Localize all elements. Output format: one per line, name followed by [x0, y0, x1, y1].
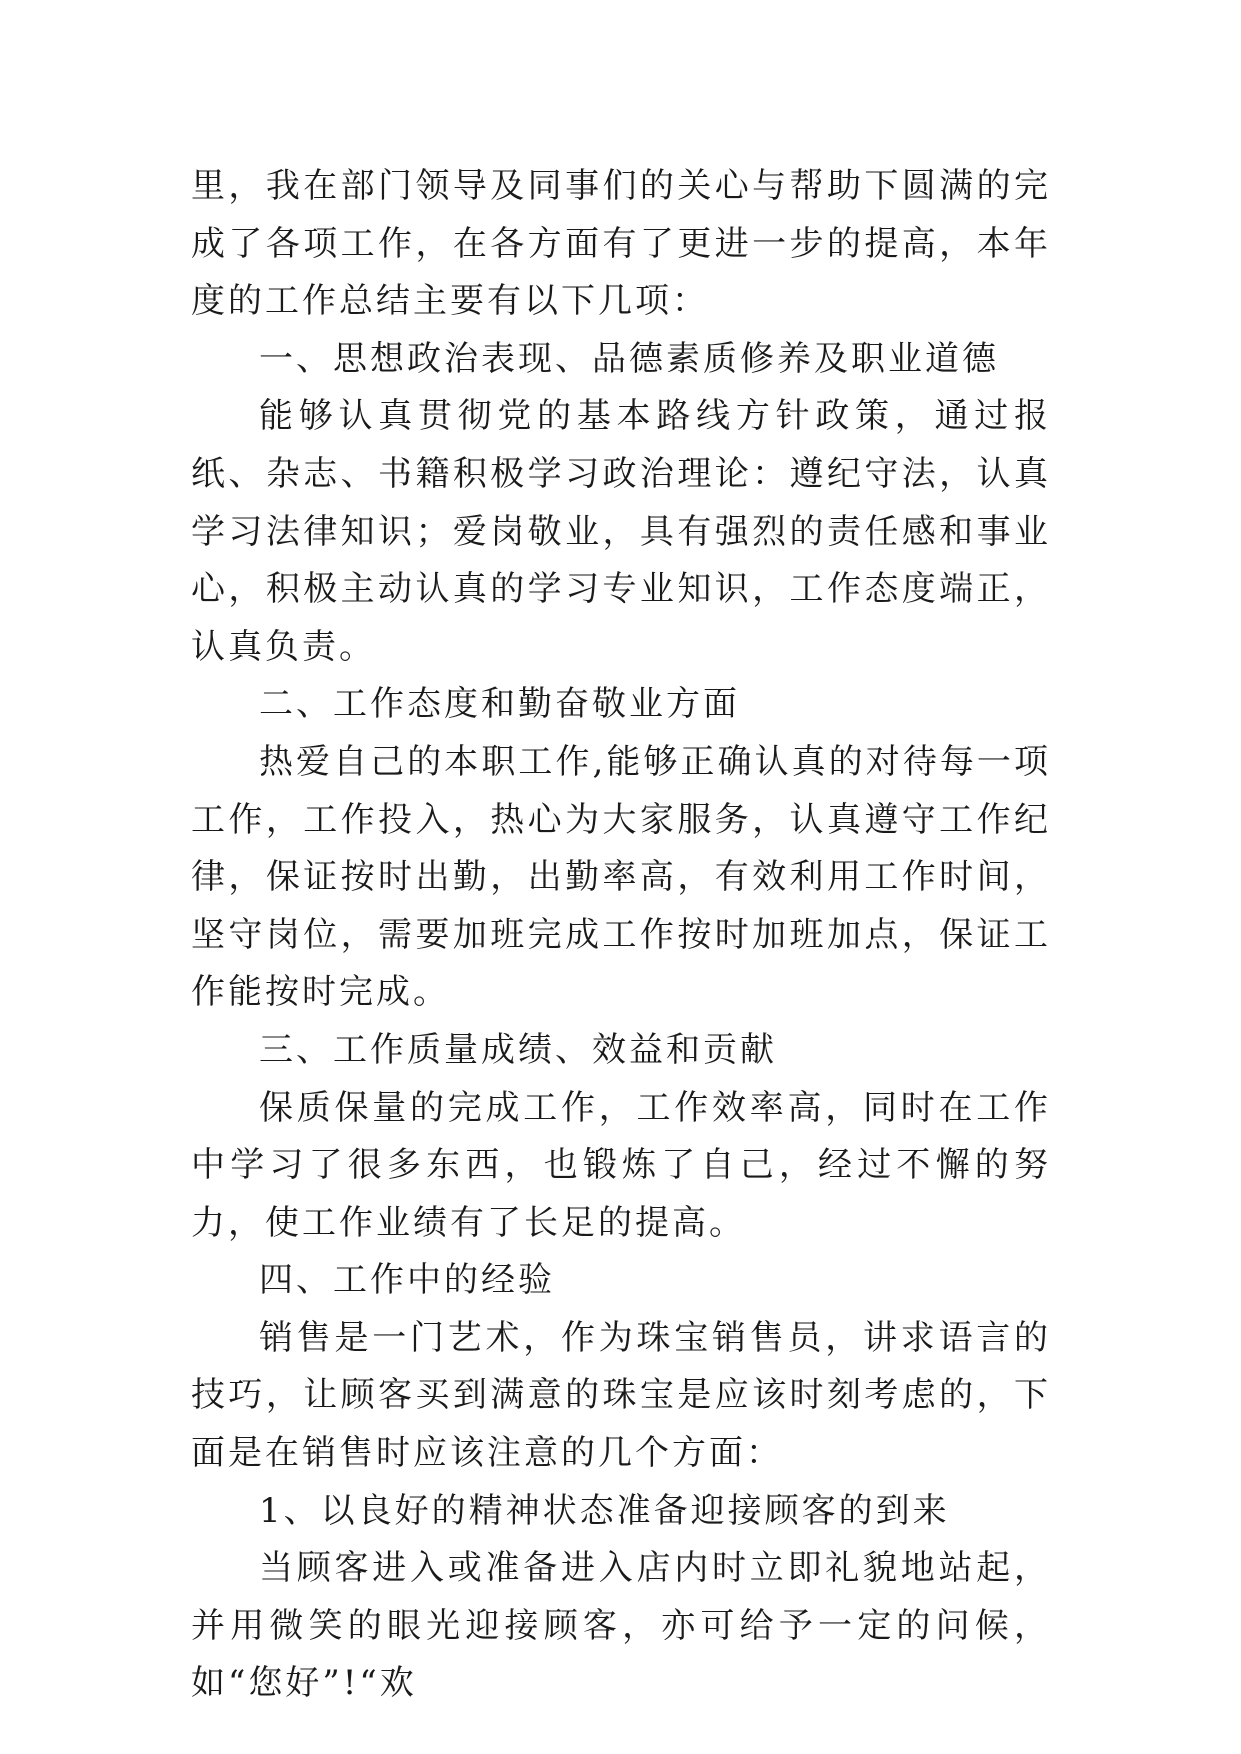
paragraph-greeting-customers: 当顾客进入或准备进入店内时立即礼貌地站起，并用微笑的眼光迎接顾客，亦可给予一定的问候，如“您好”!“欢 — [191, 1548, 1051, 1704]
section-heading-4: 四、工作中的经验 — [259, 1260, 555, 1301]
document-body — [191, 158, 1051, 1713]
paragraph-work-quality: 保质保量的完成工作，工作效率高，同时在工作中学习了很多东西，也锻炼了自己，经过不懈的努力，使工作业绩有了长足的提高。 — [191, 1087, 1051, 1243]
section-heading-1: 一、思想政治表现、品德素质修养及职业道德 — [259, 338, 999, 379]
paragraph-work-attitude: 热爱自己的本职工作,能够正确认真的对待每一项工作，工作投入，热心为大家服务，认真遵守工作纪律，保证按时出勤，出勤率高，有效利用工作时间，坚守岗位，需要加班完成工作按时加班加点，保证工作能按时完成。 — [191, 741, 1051, 1013]
paragraph-intro-continuation: 里，我在部门领导及同事们的关心与帮助下圆满的完成了各项工作，在各方面有了更进一步的提高，本年度的工作总结主要有以下几项： — [191, 166, 1051, 322]
section-heading-2: 二、工作态度和勤奋敬业方面 — [259, 684, 740, 725]
subsection-heading-1: 1、以良好的精神状态准备迎接顾客的到来 — [259, 1490, 950, 1531]
paragraph-political-performance: 能够认真贯彻党的基本路线方针政策，通过报纸、杂志、书籍积极学习政治理论：遵纪守法，认真学习法律知识；爱岗敬业，具有强烈的责任感和事业心，积极主动认真的学习专业知识，工作态度端正，认真负责。 — [191, 396, 1051, 667]
paragraph-sales-experience: 销售是一门艺术，作为珠宝销售员，讲求语言的技巧，让顾客买到满意的珠宝是应该时刻考虑的，下面是在销售时应该注意的几个方面： — [191, 1317, 1051, 1474]
section-heading-3: 三、工作质量成绩、效益和贡献 — [259, 1029, 777, 1070]
